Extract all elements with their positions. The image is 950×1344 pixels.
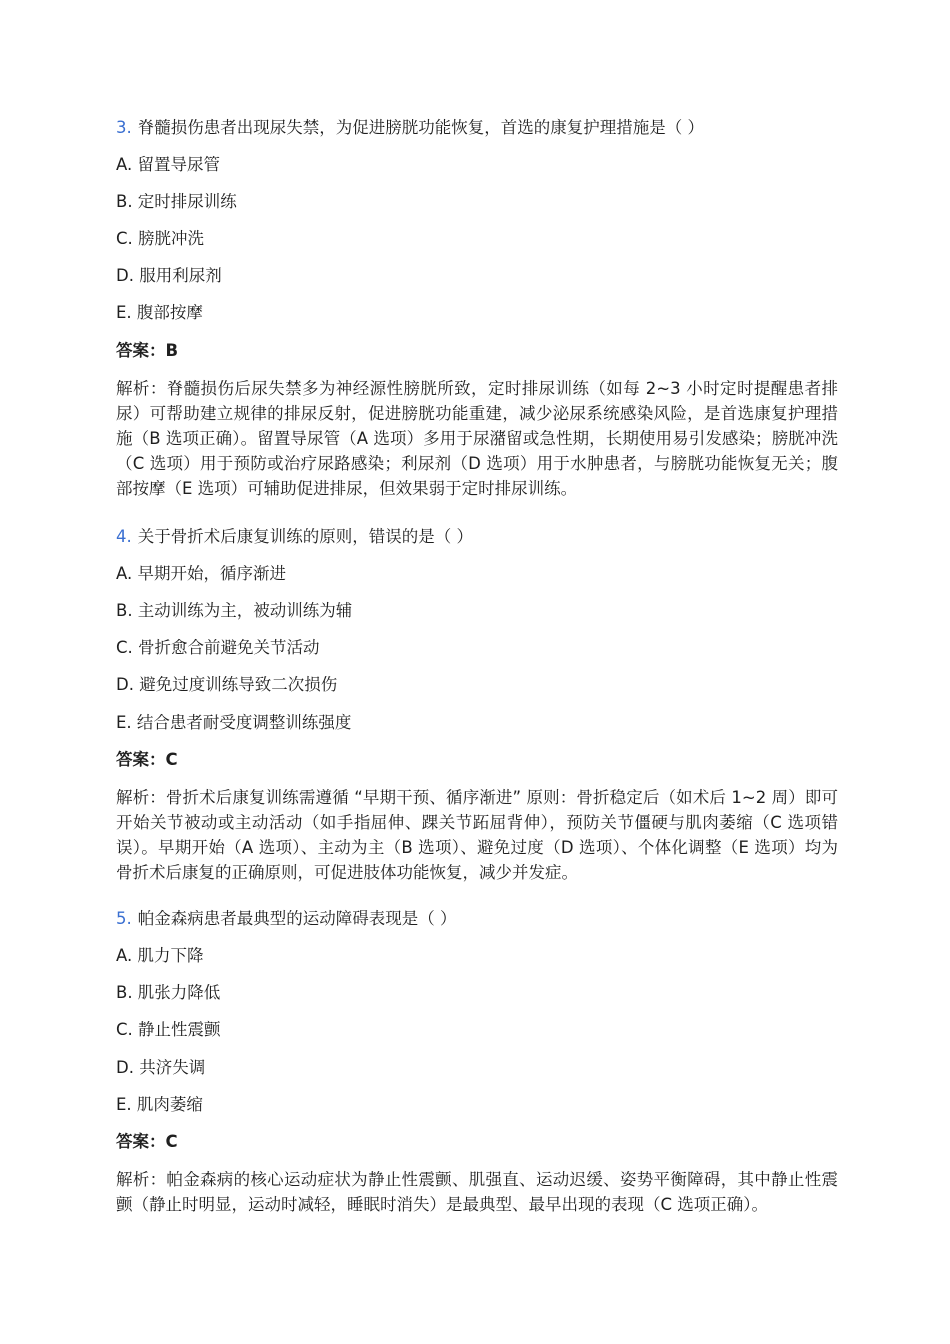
analysis-paragraph: 解析：脊髓损伤后尿失禁多为神经源性膀胱所致，定时排尿训练（如每 2~3 小时定时提醒患者排尿）可帮助建立规律的排尿反射，促进膀胱功能重建，减少泌尿系统感染风险，是首选康复护理措施（B 选项正确）。留置导尿管（A 选项）多用于尿潴留或急性期，长期使用易引发感染；膀胱冲洗（C 选项）用于预防或治疗尿路感染；利尿剂（D 选项）用于水肿患者，与膀胱功能恢复无关；腹部按摩（E 选项）可辅助促进排尿，但效果弱于定时排尿训练。 (116, 379, 838, 498)
option-a: A. 早期开始，循序渐进 (116, 564, 286, 583)
option-e: E. 腹部按摩 (116, 303, 203, 322)
option-a: A. 留置导尿管 (116, 155, 220, 174)
question-3-stem (116, 116, 838, 140)
question-text: 关于骨折术后康复训练的原则，错误的是（ ） (137, 527, 473, 546)
question-number: 5. (116, 909, 132, 928)
option-d: D. 避免过度训练导致二次损伤 (116, 675, 338, 694)
option-e: E. 结合患者耐受度调整训练强度 (116, 713, 352, 732)
option-b: B. 肌张力降低 (116, 983, 221, 1002)
question-4-stem (116, 525, 838, 549)
option-c: C. 骨折愈合前避免关节活动 (116, 638, 320, 657)
option-b: B. 定时排尿训练 (116, 192, 237, 211)
option-e: E. 肌肉萎缩 (116, 1095, 203, 1114)
question-text: 脊髓损伤患者出现尿失禁，为促进膀胱功能恢复，首选的康复护理措施是（ ） (137, 118, 704, 137)
option-c: C. 膀胱冲洗 (116, 229, 205, 248)
option-c: C. 静止性震颤 (116, 1020, 221, 1039)
question-number: 4. (116, 527, 132, 546)
option-a: A. 肌力下降 (116, 946, 204, 965)
analysis-paragraph: 解析：骨折术后康复训练需遵循 “早期干预、循序渐进” 原则：骨折稳定后（如术后 1~2 周）即可开始关节被动或主动活动（如手指屈伸、踝关节跖屈背伸），预防关节僵硬与肌肉萎缩（C 选项错误）。早期开始（A 选项）、主动为主（B 选项）、避免过度（D 选项）、个体化调整（E 选项）均为骨折术后康复的正确原则，可促进肢体功能恢复，减少并发症。 (116, 788, 838, 882)
option-b: B. 主动训练为主，被动训练为辅 (116, 601, 353, 620)
question-text: 帕金森病患者最典型的运动障碍表现是（ ） (137, 909, 457, 928)
question-number: 3. (116, 118, 132, 137)
option-d: D. 共济失调 (116, 1058, 206, 1077)
option-d: D. 服用利尿剂 (116, 266, 222, 285)
answer-label: 答案：B (116, 341, 179, 360)
question-5-stem (116, 907, 838, 931)
answer-label: 答案：C (116, 750, 178, 769)
answer-label: 答案：C (116, 1132, 178, 1151)
analysis-paragraph: 解析：帕金森病的核心运动症状为静止性震颤、肌强直、运动迟缓、姿势平衡障碍，其中静止性震颤（静止时明显，运动时减轻，睡眠时消失）是最典型、最早出现的表现（C 选项正确）。 (116, 1170, 838, 1214)
